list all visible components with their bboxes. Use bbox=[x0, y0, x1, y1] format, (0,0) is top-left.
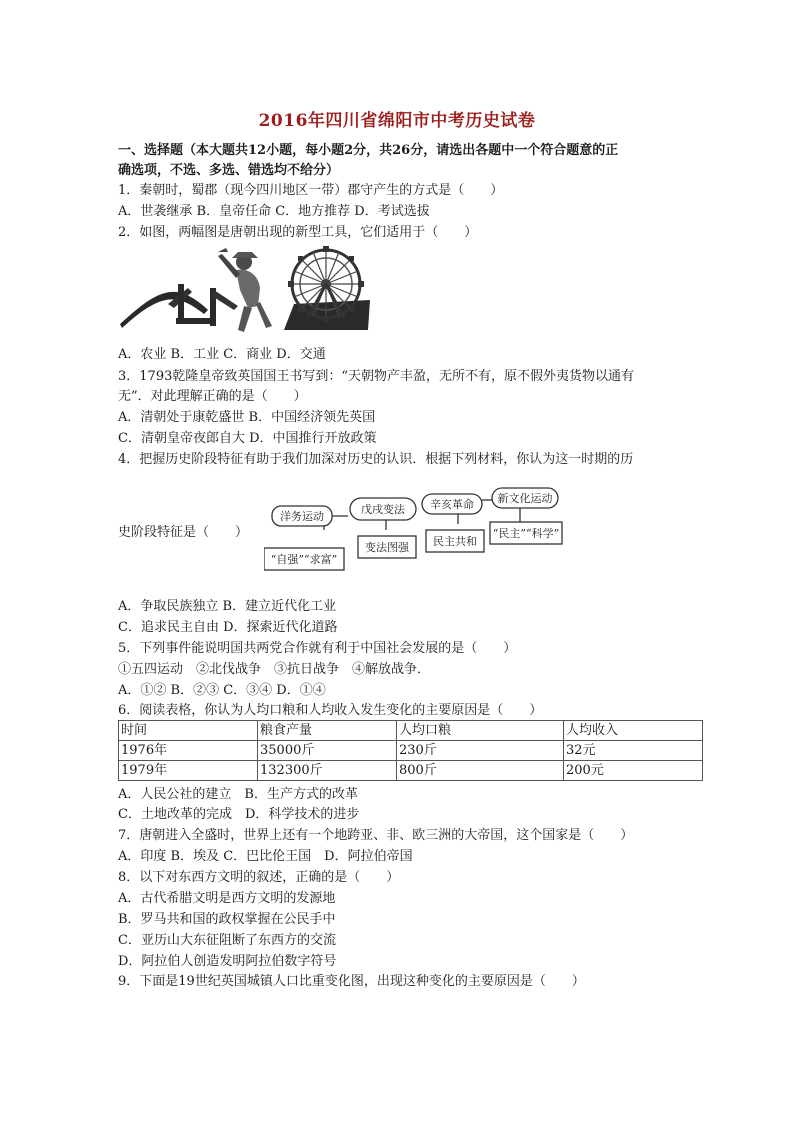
table-header-row bbox=[119, 721, 703, 741]
table-cell: 230斤 bbox=[397, 741, 564, 761]
q6-data-table bbox=[118, 720, 703, 781]
q4-option-line2: C．追求民主自由 D．探索近代化道路 bbox=[118, 620, 338, 635]
q8-option-d: D．阿拉伯人创造发明阿拉伯数字符号 bbox=[118, 954, 337, 969]
chain-bottom-label-4: “民主”“科学” bbox=[492, 527, 560, 540]
chain-bottom-label-1: “自强”“求富” bbox=[270, 553, 338, 566]
chain-top-label-1: 洋务运动 bbox=[280, 510, 324, 523]
tang-tools-figure bbox=[118, 244, 374, 336]
curved-plough-icon bbox=[120, 284, 238, 328]
q3-stem-line2: 无”．对此理解正确的是（ ） bbox=[118, 389, 307, 404]
q7-stem: 7．唐朝进入全盛时，世界上还有一个地跨亚、非、欧三洲的大帝国，这个国家是（ ） bbox=[118, 828, 634, 843]
q9-stem: 9．下面是19世纪英国城镇人口比重变化图，出现这种变化的主要原因是（ ） bbox=[118, 974, 585, 989]
q3-option-line2: C．清朝皇帝夜郎自大 D．中国推行开放政策 bbox=[118, 431, 377, 446]
q8-stem: 8．以下对东西方文明的叙述，正确的是（ ） bbox=[118, 870, 400, 885]
section-heading-line2: 确选项，不选、多选、错选均不给分） bbox=[118, 163, 340, 178]
waterwheel-icon bbox=[284, 246, 370, 330]
table-cell: 32元 bbox=[564, 741, 703, 761]
table-row bbox=[119, 741, 703, 761]
table-cell: 200元 bbox=[564, 761, 703, 781]
farmer-figure-icon bbox=[218, 248, 272, 332]
q1-stem: 1．秦朝时，蜀郡（现今四川地区一带）郡守产生的方式是（ ） bbox=[118, 183, 504, 198]
table-cell: 1976年 bbox=[119, 741, 258, 761]
q4-stem-line2: 史阶段特征是（ ） bbox=[118, 525, 249, 540]
q1-options: A．世袭继承 B．皇帝任命 C．地方推荐 D．考试选拔 bbox=[118, 204, 430, 219]
q2-stem: 2．如图，两幅图是唐朝出现的新型工具，它们适用于（ ） bbox=[118, 225, 478, 240]
page-title: 2016年四川省绵阳市中考历史试卷 bbox=[258, 111, 536, 131]
q5-events: ①五四运动 ②北伐战争 ③抗日战争 ④解放战争． bbox=[118, 662, 431, 677]
q4-option-line1: A．争取民族独立 B．建立近代化工业 bbox=[118, 599, 337, 614]
table-row bbox=[119, 761, 703, 781]
q8-option-b: B．罗马共和国的政权掌握在公民手中 bbox=[118, 912, 336, 927]
table-cell: 35000斤 bbox=[258, 741, 397, 761]
chain-top-label-2: 戊戌变法 bbox=[361, 503, 405, 516]
q7-options: A．印度 B．埃及 C．巴比伦王国 D．阿拉伯帝国 bbox=[118, 849, 413, 864]
q8-option-c: C．亚历山大东征阻断了东西方的交流 bbox=[118, 933, 336, 948]
chain-bottom-label-3: 民主共和 bbox=[433, 535, 477, 548]
q3-option-line1: A．清朝处于康乾盛世 B．中国经济领先英国 bbox=[118, 410, 376, 425]
table-header-cell: 粮食产量 bbox=[258, 721, 397, 741]
chain-top-label-3: 辛亥革命 bbox=[430, 498, 474, 511]
table-cell: 1979年 bbox=[119, 761, 258, 781]
modernization-chain-figure bbox=[264, 486, 566, 578]
section-heading-line1: 一、选择题（本大题共12小题，每小题2分，共26分，请选出各题中一个符合题意的正 bbox=[118, 143, 619, 158]
q3-stem-line1: 3．1793乾隆皇帝致英国国王书写到：“天朝物产丰盈，无所不有，原不假外夷货物以通有 bbox=[118, 369, 635, 384]
q4-stem-line1: 4．把握历史阶段特征有助于我们加深对历史的认识．根据下列材料，你认为这一时期的历 bbox=[118, 452, 634, 467]
q6-stem: 6．阅读表格，你认为人均口粮和人均收入发生变化的主要原因是（ ） bbox=[118, 703, 543, 718]
chain-bottom-label-2: 变法图强 bbox=[365, 541, 409, 554]
q6-option-line1: A．人民公社的建立 B．生产方式的改革 bbox=[118, 787, 358, 802]
q6-option-line2: C．土地改革的完成 D．科学技术的进步 bbox=[118, 807, 360, 822]
q5-options: A．①② B．②③ C．③④ D．①④ bbox=[118, 683, 326, 698]
table-cell: 132300斤 bbox=[258, 761, 397, 781]
q5-stem: 5．下列事件能说明国共两党合作就有利于中国社会发展的是（ ） bbox=[118, 641, 517, 656]
table-header-cell: 人均收入 bbox=[564, 721, 703, 741]
table-header-cell: 人均口粮 bbox=[397, 721, 564, 741]
q2-options: A．农业 B．工业 C．商业 D．交通 bbox=[118, 347, 326, 362]
chain-top-label-4: 新文化运动 bbox=[497, 492, 553, 505]
table-cell: 800斤 bbox=[397, 761, 564, 781]
table-header-cell: 时间 bbox=[119, 721, 258, 741]
q8-option-a: A．古代希腊文明是西方文明的发源地 bbox=[118, 891, 336, 906]
